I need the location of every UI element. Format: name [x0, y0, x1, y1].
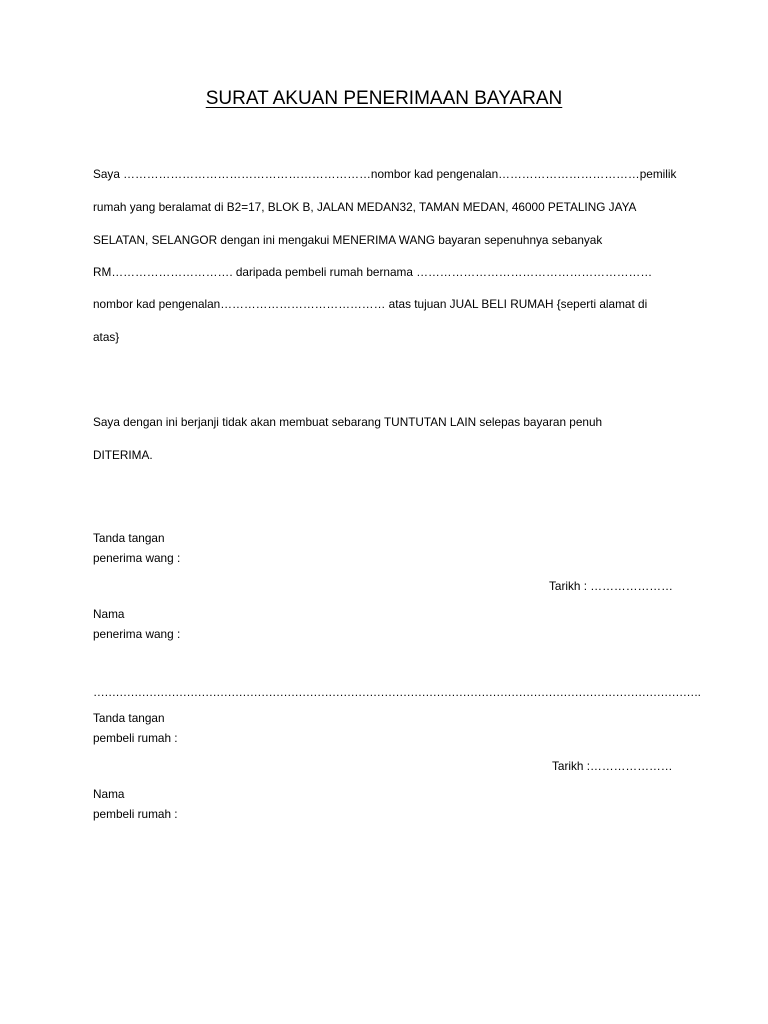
paragraph1-line1: Saya ………………………………………………………nombor kad pengenalan………………………………pemilik: [93, 167, 677, 181]
receiver-name-label-1: Nama: [93, 607, 125, 621]
paragraph1-line3: SELATAN, SELANGOR dengan ini mengakui MENERIMA WANG bayaran sepenuhnya sebanyak: [93, 233, 603, 247]
receiver-date-label: Tarikh : …………………: [549, 579, 673, 593]
paragraph1-line5: nombor kad pengenalan…………………………………… atas tujuan JUAL BELI RUMAH {seperti alamat di: [93, 297, 648, 311]
separator-dotted-line: ……………………………………………………………………………………………………………………………………………….: [93, 685, 701, 699]
paragraph1-line2: rumah yang beralamat di B2=17, BLOK B, JALAN MEDAN32, TAMAN MEDAN, 46000 PETALING JAYA: [93, 200, 637, 214]
buyer-name-block: [93, 784, 178, 824]
buyer-name-label-1: Nama: [93, 787, 125, 801]
buyer-signature-label-2: pembeli rumah :: [93, 731, 178, 745]
paragraph1-line6: atas}: [93, 330, 120, 344]
document-title: SURAT AKUAN PENERIMAAN BAYARAN: [205, 88, 563, 109]
buyer-date-label: Tarikh :…………………: [552, 759, 673, 773]
receiver-signature-label-2: penerima wang :: [93, 551, 181, 565]
buyer-name-label-2: pembeli rumah :: [93, 807, 178, 821]
receiver-name-block: [93, 604, 180, 644]
receiver-signature-label-1: Tanda tangan: [93, 531, 165, 545]
paragraph2-line2: DITERIMA.: [93, 448, 153, 462]
paragraph2-line1: Saya dengan ini berjanji tidak akan membuat sebarang TUNTUTAN LAIN selepas bayaran penuh: [93, 415, 603, 429]
buyer-signature-block: [93, 708, 178, 748]
buyer-signature-label-1: Tanda tangan: [93, 711, 165, 725]
receiver-name-label-2: penerima wang :: [93, 627, 181, 641]
paragraph1-line4: RM…………………………. daripada pembeli rumah bernama ……………………………………………………: [93, 265, 653, 279]
receiver-signature-block: [93, 528, 180, 568]
